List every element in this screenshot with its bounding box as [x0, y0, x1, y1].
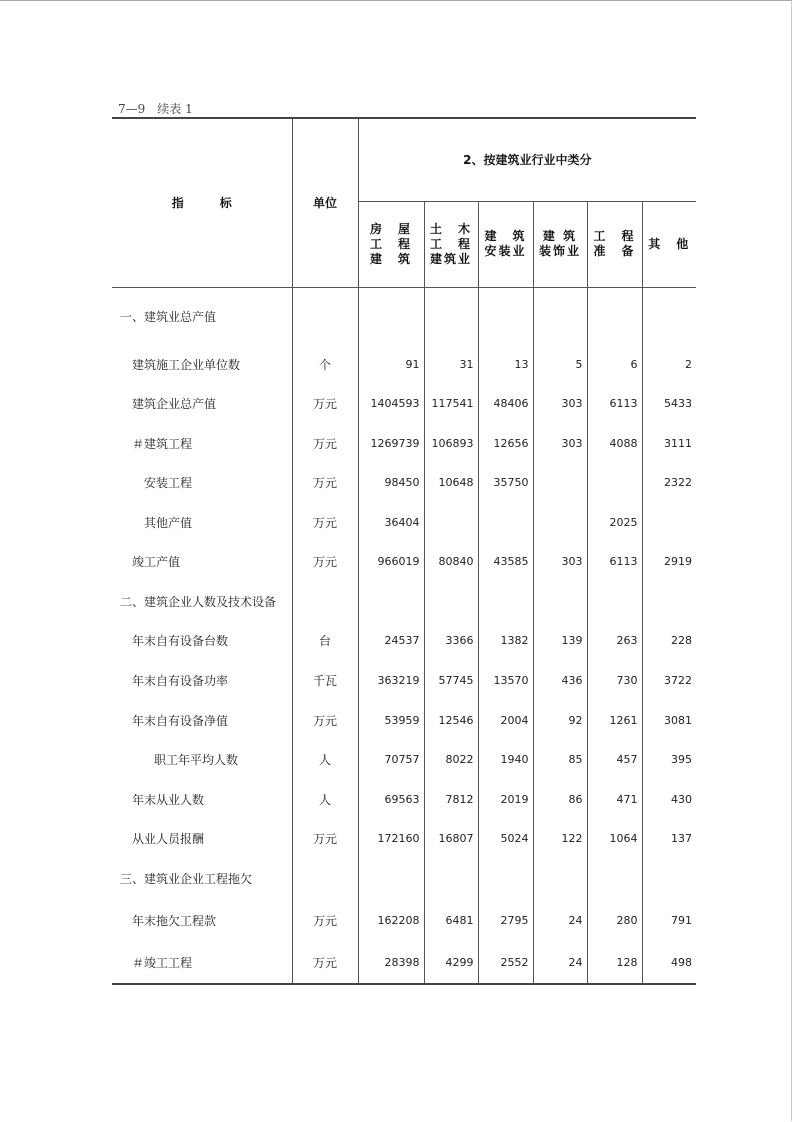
cell-value: 162208	[358, 898, 424, 942]
cell-value: 2	[642, 345, 696, 384]
cell-value: 1269739	[358, 423, 424, 463]
cell-value	[533, 581, 587, 621]
cell-value: 6	[587, 345, 642, 384]
cell-value: 85	[533, 740, 587, 779]
row-unit	[292, 287, 358, 345]
row-unit: 万元	[292, 384, 358, 423]
cell-value	[642, 581, 696, 621]
cell-value: 2019	[478, 779, 533, 819]
cell-value: 137	[642, 819, 696, 858]
row-unit	[292, 858, 358, 898]
cell-value: 86	[533, 779, 587, 819]
cell-value: 3081	[642, 701, 696, 740]
table-row	[112, 287, 696, 345]
cell-value	[424, 502, 478, 542]
column-header-line: 其 他	[648, 236, 691, 251]
column-header	[642, 201, 696, 287]
table-row	[112, 740, 696, 779]
cell-value: 498	[642, 942, 696, 984]
cell-value: 5	[533, 345, 587, 384]
cell-value	[424, 581, 478, 621]
column-header-line: 装饰业	[538, 244, 581, 258]
statistics-table	[112, 117, 696, 985]
table-row	[112, 898, 696, 942]
cell-value: 1404593	[358, 384, 424, 423]
cell-value	[533, 502, 587, 542]
cell-value: 2025	[587, 502, 642, 542]
table-row	[112, 463, 696, 502]
row-label: ＃竣工工程	[112, 942, 292, 984]
cell-value: 363219	[358, 660, 424, 701]
cell-value: 8022	[424, 740, 478, 779]
column-header-line: 工 程	[429, 236, 472, 251]
cell-value: 1382	[478, 621, 533, 660]
cell-value: 303	[533, 384, 587, 423]
row-unit: 千瓦	[292, 660, 358, 701]
row-label: 年末自有设备台数	[132, 634, 229, 648]
cell-value: 122	[533, 819, 587, 858]
row-unit: 万元	[292, 819, 358, 858]
cell-value: 730	[587, 660, 642, 701]
row-label: 年末从业人数	[132, 792, 205, 807]
cell-value: 1261	[587, 701, 642, 740]
cell-value: 2552	[478, 942, 533, 984]
row-unit: 万元	[292, 898, 358, 942]
cell-value: 3722	[642, 660, 696, 701]
cell-value: 1940	[478, 740, 533, 779]
cell-value: 28398	[358, 942, 424, 984]
cell-value: 48406	[478, 384, 533, 423]
cell-value: 43585	[478, 542, 533, 581]
cell-value: 16807	[424, 819, 478, 858]
cell-value	[424, 858, 478, 898]
row-label: 建筑施工企业单位数	[132, 358, 241, 372]
cell-value: 12546	[424, 701, 478, 740]
row-label: 年末自有设备净值	[132, 714, 229, 728]
row-unit: 万元	[292, 502, 358, 542]
cell-value	[478, 287, 533, 345]
cell-value: 172160	[358, 819, 424, 858]
cell-value: 69563	[358, 779, 424, 819]
column-header-line: 准 备	[593, 244, 636, 258]
row-unit: 万元	[292, 701, 358, 740]
cell-value: 4299	[424, 942, 478, 984]
cell-value: 53959	[358, 701, 424, 740]
cell-value	[533, 858, 587, 898]
cell-value: 117541	[424, 384, 478, 423]
row-label: 三、建筑业企业工程拖欠	[120, 871, 253, 886]
table-row	[112, 779, 696, 819]
cell-value	[587, 287, 642, 345]
cell-value: 303	[533, 423, 587, 463]
row-unit: 台	[292, 621, 358, 660]
column-header	[424, 201, 478, 287]
cell-value	[587, 463, 642, 502]
cell-value	[424, 287, 478, 345]
row-unit: 万元	[292, 942, 358, 984]
cell-value: 6113	[587, 384, 642, 423]
table-row	[112, 345, 696, 384]
cell-value: 24	[533, 898, 587, 942]
cell-value: 139	[533, 621, 587, 660]
column-header-line: 建 筑	[484, 229, 527, 243]
header-unit: 单位	[292, 118, 358, 287]
row-label: 二、建筑企业人数及技术设备	[120, 594, 277, 609]
column-header-line: 工 程	[593, 229, 636, 243]
row-unit: 万元	[292, 463, 358, 502]
cell-value: 12656	[478, 423, 533, 463]
table-row	[112, 942, 696, 984]
cell-value: 35750	[478, 463, 533, 502]
column-header	[533, 201, 587, 287]
cell-value: 228	[642, 621, 696, 660]
column-header	[358, 201, 424, 287]
cell-value: 2004	[478, 701, 533, 740]
cell-value	[358, 581, 424, 621]
row-label: ＃建筑工程	[132, 436, 193, 451]
cell-value: 5024	[478, 819, 533, 858]
cell-value: 2322	[642, 463, 696, 502]
cell-value: 70757	[358, 740, 424, 779]
cell-value: 3366	[424, 621, 478, 660]
column-header-line: 建筑业	[429, 251, 472, 266]
table-row	[112, 858, 696, 898]
row-label: 职工年平均人数	[154, 753, 239, 767]
cell-value: 91	[358, 345, 424, 384]
row-unit	[292, 581, 358, 621]
cell-value: 106893	[424, 423, 478, 463]
row-label: 从业人员报酬	[132, 832, 205, 846]
row-label: 年末自有设备功率	[132, 674, 229, 688]
cell-value: 1064	[587, 819, 642, 858]
row-label: 年末拖欠工程款	[132, 913, 217, 928]
header-group: 2、按建筑业行业中类分	[358, 118, 696, 201]
cell-value: 57745	[424, 660, 478, 701]
cell-value: 80840	[424, 542, 478, 581]
cell-value: 13	[478, 345, 533, 384]
row-label: 建筑企业总产值	[132, 397, 217, 411]
column-header-line: 土 木	[429, 221, 472, 236]
table-row	[112, 819, 696, 858]
row-unit: 人	[292, 779, 358, 819]
cell-value	[642, 287, 696, 345]
cell-value: 31	[424, 345, 478, 384]
cell-value: 436	[533, 660, 587, 701]
cell-value: 280	[587, 898, 642, 942]
table-row	[112, 384, 696, 423]
table-row	[112, 660, 696, 701]
row-unit: 万元	[292, 542, 358, 581]
row-unit: 人	[292, 740, 358, 779]
column-header-line: 建 筑	[542, 229, 578, 243]
column-header-line: 安装业	[484, 244, 527, 258]
cell-value	[642, 858, 696, 898]
column-header	[478, 201, 533, 287]
row-unit: 个	[292, 345, 358, 384]
column-header-line: 建 筑	[369, 251, 412, 266]
cell-value	[478, 502, 533, 542]
cell-value: 92	[533, 701, 587, 740]
cell-value: 263	[587, 621, 642, 660]
cell-value: 457	[587, 740, 642, 779]
table-row	[112, 621, 696, 660]
cell-value	[358, 287, 424, 345]
cell-value: 10648	[424, 463, 478, 502]
cell-value: 24	[533, 942, 587, 984]
column-header-line: 工 程	[369, 236, 412, 251]
row-label: 竣工产值	[132, 555, 181, 569]
cell-value: 430	[642, 779, 696, 819]
table-row	[112, 581, 696, 621]
header-indicator: 指 标	[112, 118, 292, 287]
cell-value: 791	[642, 898, 696, 942]
cell-value	[533, 463, 587, 502]
cell-value: 4088	[587, 423, 642, 463]
table-row	[112, 502, 696, 542]
cell-value: 5433	[642, 384, 696, 423]
column-header	[587, 201, 642, 287]
cell-value: 3111	[642, 423, 696, 463]
cell-value	[587, 581, 642, 621]
cell-value: 471	[587, 779, 642, 819]
cell-value: 7812	[424, 779, 478, 819]
cell-value: 128	[587, 942, 642, 984]
cell-value: 98450	[358, 463, 424, 502]
row-label: 其他产值	[144, 515, 193, 530]
cell-value	[358, 858, 424, 898]
table-caption: 7—9 续表 1	[118, 102, 193, 116]
cell-value: 395	[642, 740, 696, 779]
row-label: 安装工程	[144, 476, 193, 490]
cell-value: 303	[533, 542, 587, 581]
cell-value: 2919	[642, 542, 696, 581]
cell-value	[642, 502, 696, 542]
cell-value: 6481	[424, 898, 478, 942]
cell-value: 2795	[478, 898, 533, 942]
cell-value: 6113	[587, 542, 642, 581]
table-row	[112, 701, 696, 740]
cell-value	[478, 858, 533, 898]
table-row	[112, 423, 696, 463]
column-header-line: 房 屋	[369, 221, 412, 236]
cell-value	[478, 581, 533, 621]
cell-value: 13570	[478, 660, 533, 701]
cell-value	[587, 858, 642, 898]
cell-value: 966019	[358, 542, 424, 581]
row-unit: 万元	[292, 423, 358, 463]
cell-value: 24537	[358, 621, 424, 660]
cell-value: 36404	[358, 502, 424, 542]
cell-value	[533, 287, 587, 345]
row-label: 一、建筑业总产值	[120, 309, 217, 324]
table-row	[112, 542, 696, 581]
